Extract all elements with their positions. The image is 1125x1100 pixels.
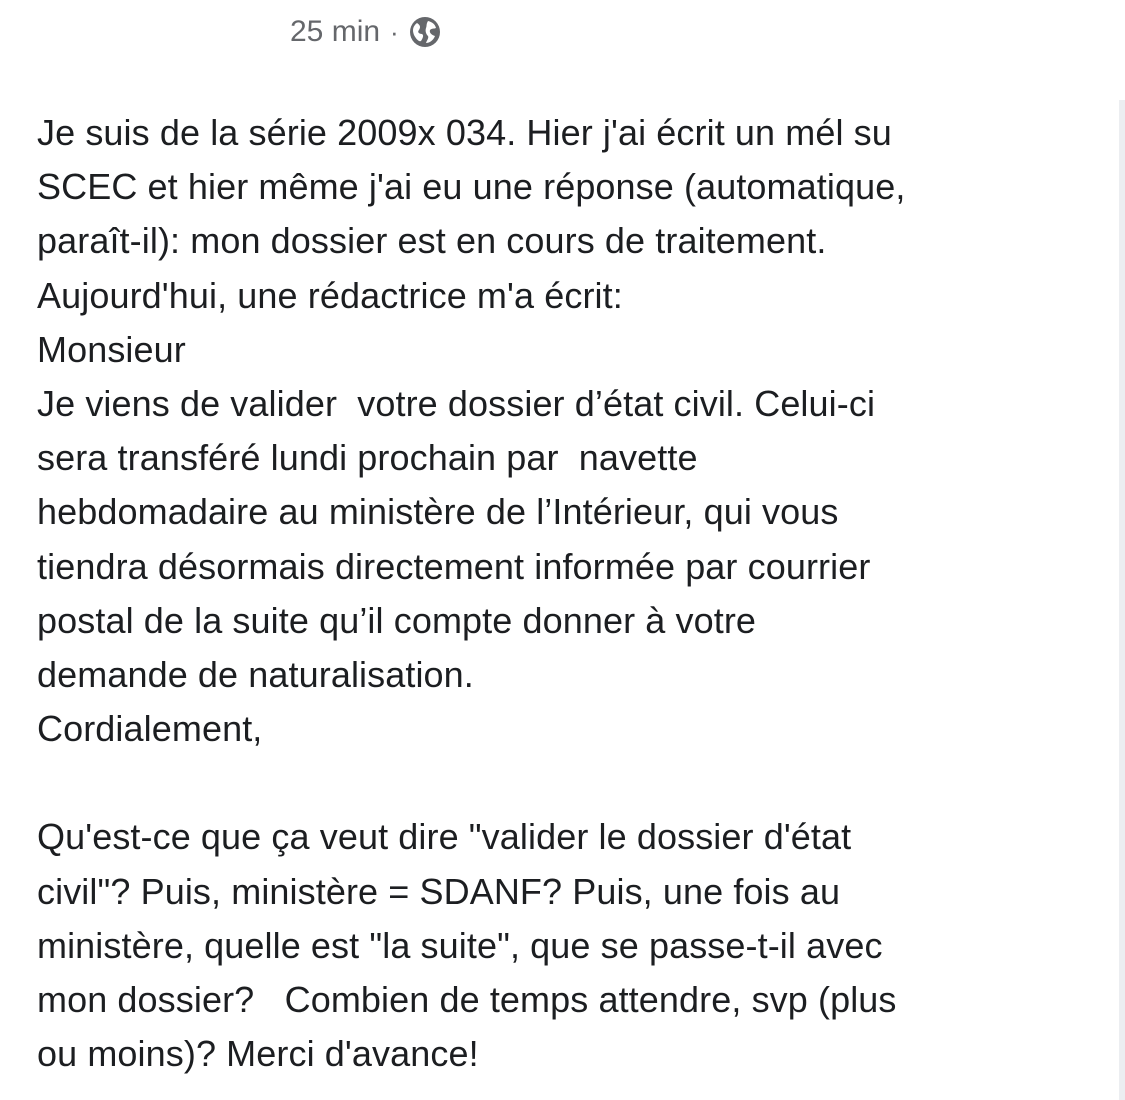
card-edge-divider [1119,100,1125,1100]
post-body-line: tiendra désormais directement informée par courrier [37,545,871,587]
post-body-line: Je suis de la série 2009x 034. Hier j'ai écrit un mél su [37,112,892,153]
post-meta [290,12,442,52]
post-timestamp[interactable]: 25 min [290,15,381,48]
post-body-line: postal de la suite qu’il compte donner à votre [37,599,757,641]
post-body-line: sera transféré lundi prochain par navette [37,437,698,479]
post-body-line: ministère, quelle est "la suite", que se passe-t-il avec [37,924,883,966]
post-body-line: civil"? Puis, ministère = SDANF? Puis, une fois au [37,870,841,912]
globe-icon[interactable] [408,15,442,49]
post-body-line: Qu'est-ce que ça veut dire "valider le dossier d'état [37,816,852,858]
post-body-line: mon dossier? Combien de temps attendre, svp (plus [37,979,897,1020]
post-body-blank-line [37,756,1097,810]
post-body-line: paraît-il): mon dossier est en cours de traitement. [37,220,827,262]
post-body-line: SCEC et hier même j'ai eu une réponse (automatique, [37,166,906,208]
post-body-line: hebdomadaire au ministère de l’Intérieur, qui vous [37,491,839,533]
post-body-line: Je viens de valider votre dossier d’état civil. Celui-ci [37,382,876,424]
post-body-line: Aujourd'hui, une rédactrice m'a écrit: [37,274,623,316]
meta-separator: · [390,16,399,47]
post-body-line: Monsieur [37,328,186,370]
post-body [37,106,1097,1081]
post-body-line: ou moins)? Merci d'avance! [37,1033,479,1075]
post-body-line: Cordialement, [37,708,263,750]
post-body-line: demande de naturalisation. [37,653,474,695]
